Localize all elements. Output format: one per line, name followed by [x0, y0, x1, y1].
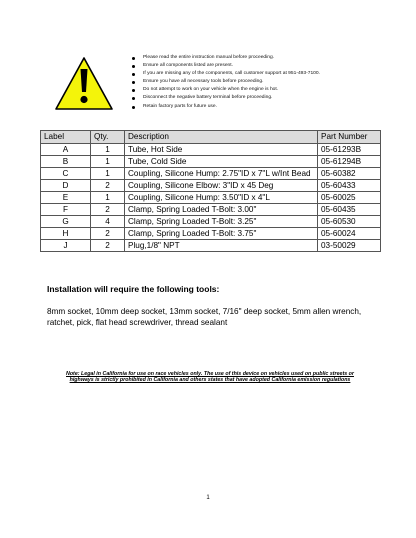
cell-label: F — [41, 204, 91, 216]
note-item: Retain factory parts for future use. — [131, 103, 401, 111]
note-item: Ensure you have all necessary tools before proceeding. — [131, 78, 401, 86]
table-row — [41, 204, 381, 216]
cell-label: B — [41, 156, 91, 168]
cell-description: Tube, Cold Side — [125, 156, 318, 168]
table-header-row — [41, 131, 381, 144]
note-item: Ensure all components listed are present. — [131, 62, 401, 70]
cell-qty: 1 — [91, 156, 125, 168]
table-row — [41, 168, 381, 180]
cell-description: Coupling, Silicone Elbow: 3"ID x 45 Deg — [125, 180, 318, 192]
cell-label: J — [41, 240, 91, 252]
cell-part-number: 05-60530 — [318, 216, 381, 228]
parts-table — [40, 130, 381, 252]
cell-part-number: 05-61294B — [318, 156, 381, 168]
cell-label: H — [41, 228, 91, 240]
cell-part-number: 05-60433 — [318, 180, 381, 192]
table-row — [41, 228, 381, 240]
header-label: Label — [41, 131, 91, 144]
cell-description: Clamp, Spring Loaded T-Bolt: 3.00" — [125, 204, 318, 216]
cell-label: D — [41, 180, 91, 192]
tools-heading: Installation will require the following tools: — [47, 284, 220, 294]
cell-description: Tube, Hot Side — [125, 144, 318, 156]
table-row — [41, 240, 381, 252]
legal-note: Note: Legal in California for use on race vehicles only. The use of this device on vehicles used on public streets or highways is strictly prohibited in California and others states that have adopted California emission regulations — [66, 371, 354, 384]
header-qty: Qty. — [91, 131, 125, 144]
cell-qty: 1 — [91, 144, 125, 156]
cell-label: A — [41, 144, 91, 156]
cell-description: Clamp, Spring Loaded T-Bolt: 3.75" — [125, 228, 318, 240]
cell-qty: 1 — [91, 168, 125, 180]
table-row — [41, 216, 381, 228]
cell-qty: 2 — [91, 204, 125, 216]
header-description: Description — [125, 131, 318, 144]
table-row — [41, 192, 381, 204]
cell-qty: 2 — [91, 228, 125, 240]
cell-description: Plug,1/8" NPT — [125, 240, 318, 252]
page-number: 1 — [206, 495, 210, 501]
table-row — [41, 156, 381, 168]
cell-qty: 1 — [91, 192, 125, 204]
cell-qty: 2 — [91, 180, 125, 192]
note-item: Please read the entire instruction manual before proceeding. — [131, 54, 401, 62]
cell-label: E — [41, 192, 91, 204]
cell-label: G — [41, 216, 91, 228]
note-item: Disconnect the negative battery terminal before proceeding. — [131, 94, 401, 102]
cell-part-number: 03-50029 — [318, 240, 381, 252]
cell-part-number: 05-60024 — [318, 228, 381, 240]
header-part-number: Part Number — [318, 131, 381, 144]
cell-part-number: 05-60025 — [318, 192, 381, 204]
note-item: If you are missing any of the components, call customer support at 951-493-7100. — [131, 70, 401, 78]
instruction-notes-list — [131, 54, 401, 111]
tools-list-text: 8mm socket, 10mm deep socket, 13mm socket, 7/16" deep socket, 5mm allen wrench, ratchet, pick, flat head screwdriver, thread sealant — [47, 307, 362, 327]
cell-part-number: 05-60435 — [318, 204, 381, 216]
cell-description: Clamp, Spring Loaded T-Bolt: 3.25" — [125, 216, 318, 228]
cell-part-number: 05-61293B — [318, 144, 381, 156]
note-item: Do not attempt to work on your vehicle when the engine is hot. — [131, 86, 401, 94]
cell-label: C — [41, 168, 91, 180]
table-row — [41, 144, 381, 156]
cell-description: Coupling, Silicone Hump: 2.75"ID x 7"L w/Int Bead — [125, 168, 318, 180]
cell-qty: 2 — [91, 240, 125, 252]
cell-part-number: 05-60382 — [318, 168, 381, 180]
cell-description: Coupling, Silicone Hump: 3.50"ID x 4"L — [125, 192, 318, 204]
warning-icon — [54, 56, 114, 112]
cell-qty: 4 — [91, 216, 125, 228]
table-row — [41, 180, 381, 192]
